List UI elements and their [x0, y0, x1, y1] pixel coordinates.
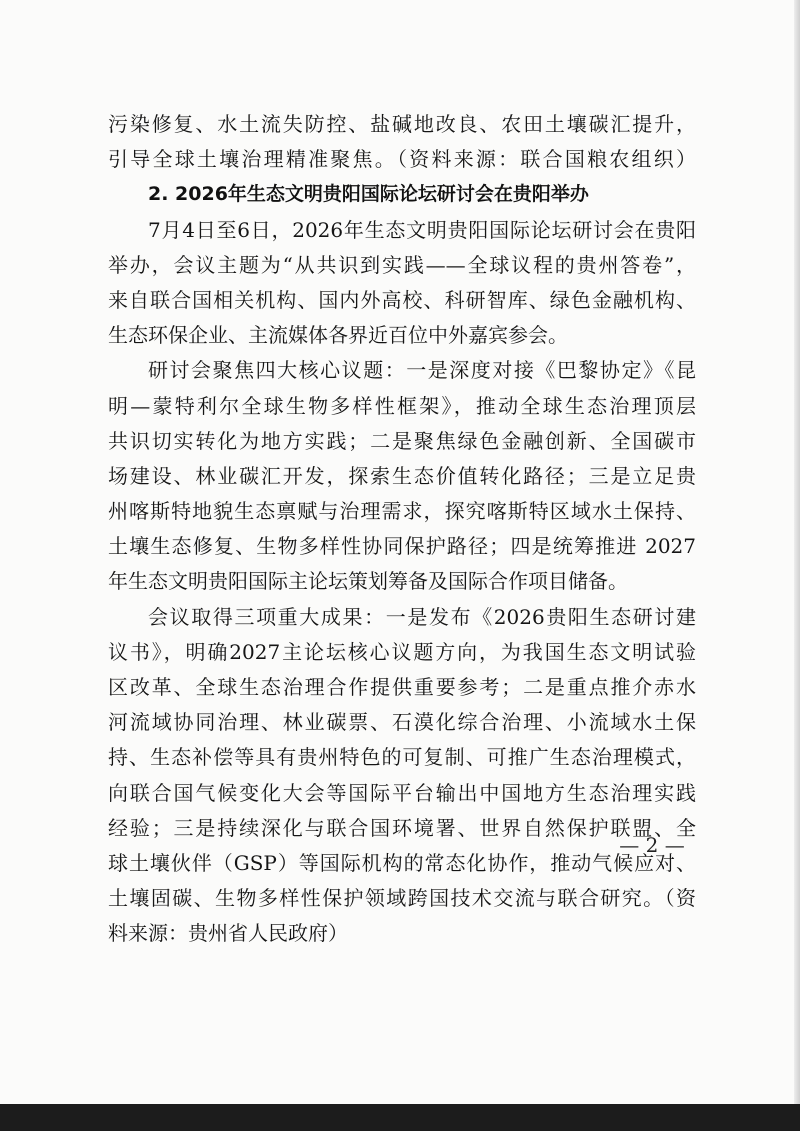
body-line: 区改革、全球生态治理合作提供重要参考；二是重点推介赤水	[108, 675, 696, 699]
body-line: 举办，会议主题为“从共识到实践——全球议程的贵州答卷”，	[108, 252, 696, 277]
body-line: 土壤固碳、生物多样性保护领域跨国技术交流与联合研究。（资	[108, 886, 696, 911]
document-body	[108, 107, 696, 952]
page-edge-shadow	[794, 0, 800, 1104]
body-line: 持、生态补偿等具有贵州特色的可复制、可推广生态治理模式，	[108, 745, 696, 770]
body-line: 场建设、林业碳汇开发，探索生态价值转化路径；三是立足贵	[108, 463, 696, 488]
scanner-bottom-band	[0, 1104, 800, 1131]
body-line: 料来源：贵州省人民政府）	[108, 921, 348, 946]
body-line: 年生态文明贵阳国际主论坛策划筹备及国际合作项目储备。	[108, 569, 628, 594]
body-line: 州喀斯特地貌生态禀赋与治理需求，探究喀斯特区域水土保持、	[108, 499, 696, 524]
body-line: 河流域协同治理、林业碳票、石漠化综合治理、小流域水土保	[108, 710, 696, 735]
body-line: 经验；三是持续深化与联合国环境署、世界自然保护联盟、全	[108, 815, 696, 840]
body-line: 明—蒙特利尔全球生物多样性框架》，推动全球生态治理顶层	[108, 393, 696, 418]
body-line: 议书》，明确2027主论坛核心议题方向，为我国生态文明试验	[108, 639, 696, 664]
paragraph-first-line: 研讨会聚焦四大核心议题：一是深度对接《巴黎协定》《昆	[148, 358, 696, 383]
paragraph-first-line: 会议取得三项重大成果：一是发布《2026贵阳生态研讨建	[148, 604, 696, 629]
body-line: 来自联合国相关机构、国内外高校、科研智库、绿色金融机构、	[108, 287, 696, 312]
paragraph-first-line: 7月4日至6日，2026年生态文明贵阳国际论坛研讨会在贵阳	[148, 217, 696, 242]
body-line: 球土壤伙伴（GSP）等国际机构的常态化协作，推动气候应对、	[108, 850, 696, 875]
section-heading: 2. 2026年生态文明贵阳国际论坛研讨会在贵阳举办	[148, 183, 589, 206]
body-line: 引导全球土壤治理精准聚焦。（资料来源：联合国粮农组织）	[108, 147, 696, 172]
body-line: 生态环保企业、主流媒体各界近百位中外嘉宾参会。	[108, 323, 568, 348]
body-line: 土壤生态修复、生物多样性协同保护路径；四是统筹推进 2027	[108, 534, 696, 559]
page-number: — 2 —	[619, 833, 685, 857]
body-line: 污染修复、水土流失防控、盐碱地改良、农田土壤碳汇提升，	[108, 112, 696, 136]
body-line: 共识切实转化为地方实践；二是聚焦绿色金融创新、全国碳市	[108, 428, 696, 453]
body-line: 向联合国气候变化大会等国际平台输出中国地方生态治理实践	[108, 780, 696, 805]
